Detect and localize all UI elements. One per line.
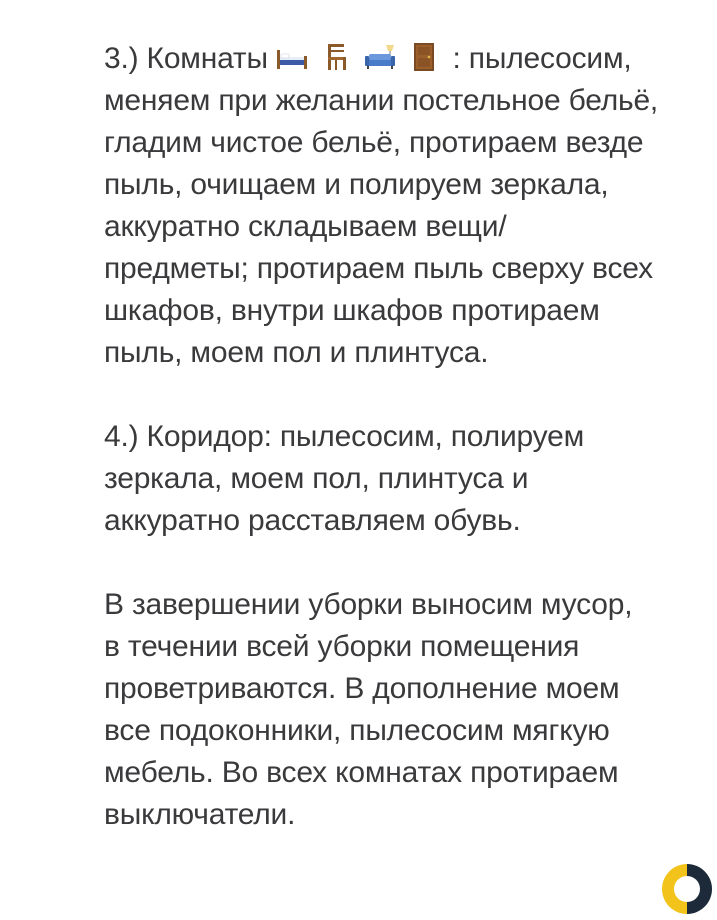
paragraph-line: аккуратно расставляем обувь.: [104, 504, 521, 537]
couch-and-lamp-icon: [364, 42, 396, 72]
door-icon: [408, 42, 440, 72]
paragraph-line: пыль, моем пол и плинтуса.: [104, 336, 489, 369]
paragraph-line: выключатели.: [104, 798, 296, 831]
section-rooms: [104, 38, 694, 374]
paragraph-line: в течении всей уборки помещения: [104, 630, 580, 663]
paragraph-line: 4.) Коридор: пылесосим, полируем: [104, 420, 585, 453]
section-corridor: [104, 416, 694, 542]
section-final: [104, 584, 694, 836]
paragraph-line: шкафов, внутри шкафов протираем: [104, 294, 600, 327]
paragraph-line: аккуратно складываем вещи/: [104, 210, 507, 243]
brand-logo-icon: [660, 862, 714, 916]
section-rooms-heading: 3.) Комнаты: [104, 42, 268, 75]
paragraph-line: меняем при желании постельное бельё,: [104, 84, 659, 117]
chair-icon: [320, 42, 352, 72]
paragraph-line: пыль, очищаем и полируем зеркала,: [104, 168, 609, 201]
bed-icon: [276, 42, 308, 72]
paragraph-line: мебель. Во всех комнатах протираем: [104, 756, 619, 789]
paragraph-line: предметы; протираем пыль сверху всех: [104, 252, 653, 285]
document-content: [104, 38, 694, 836]
paragraph-line: все подоконники, пылесосим мягкую: [104, 714, 610, 747]
paragraph-line: зеркала, моем пол, плинтуса и: [104, 462, 529, 495]
section-rooms-first-line: [104, 38, 694, 80]
paragraph-line: гладим чистое бельё, протираем везде: [104, 126, 644, 159]
section-rooms-intro: : пылесосим,: [452, 42, 632, 75]
paragraph-line: В завершении уборки выносим мусор,: [104, 588, 633, 621]
paragraph-line: проветриваются. В дополнение моем: [104, 672, 620, 705]
